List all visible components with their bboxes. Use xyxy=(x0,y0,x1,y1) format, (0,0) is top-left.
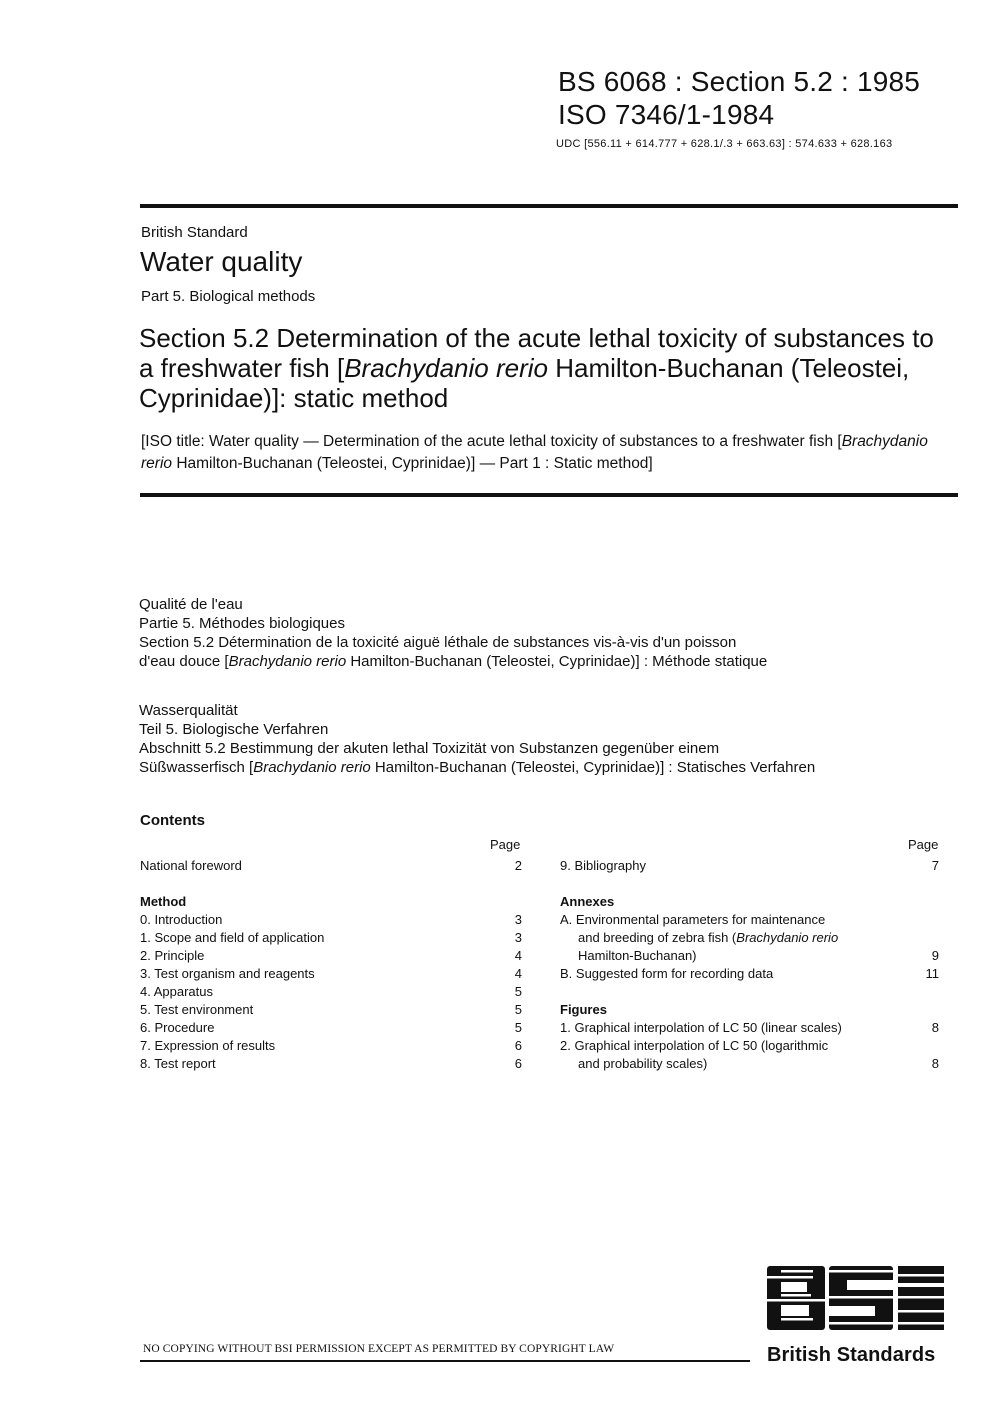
page-column-header-right: Page xyxy=(908,837,939,852)
iso-title-pre: [ISO title: Water quality — Determination of the acute lethal toxicity of substances to a freshwater fish [ xyxy=(141,433,842,450)
toc-entry[interactable]: 0. Introduction 3 xyxy=(140,912,522,927)
german-title-block xyxy=(139,701,959,777)
british-standards-wordmark: British Standards xyxy=(767,1344,936,1366)
french-line-1: Qualité de l'eau xyxy=(139,596,243,613)
toc-entry[interactable]: 3. Test organism and reagents 4 xyxy=(140,966,522,981)
french-line-3: Section 5.2 Détermination de la toxicité aiguë léthale de substances vis-à-vis d'un poisson xyxy=(139,634,737,651)
toc-entry[interactable]: 6. Procedure 5 xyxy=(140,1020,522,1035)
toc-entry-continued: and probability scales) 8 xyxy=(578,1056,939,1071)
toc-entry[interactable]: 9. Bibliography 7 xyxy=(560,858,939,873)
standard-number: BS 6068 : Section 5.2 : 1985 xyxy=(558,66,921,97)
german-line-2: Teil 5. Biologische Verfahren xyxy=(139,721,329,738)
toc-entry[interactable]: 4. Apparatus 5 xyxy=(140,984,522,999)
toc-entry[interactable]: 2. Principle 4 xyxy=(140,948,522,963)
toc-entry[interactable]: 2. Graphical interpolation of LC 50 (logarithmic xyxy=(560,1038,829,1053)
toc-entry[interactable]: 7. Expression of results 6 xyxy=(140,1038,522,1053)
french-title-block xyxy=(139,595,959,671)
toc-entry[interactable]: B. Suggested form for recording data 11 xyxy=(560,966,939,981)
iso-title-post: Hamilton-Buchanan (Teleostei, Cyprinidae)] — Part 1 : Static method] xyxy=(172,455,653,472)
footer-rule xyxy=(140,1360,750,1362)
french-line-4: d'eau douce [Brachydanio rerio Hamilton-Buchanan (Teleostei, Cyprinidae)] : Méthode statique xyxy=(139,653,768,670)
part-label: Part 5. Biological methods xyxy=(141,288,316,305)
copyright-notice: NO COPYING WITHOUT BSI PERMISSION EXCEPT AS PERMITTED BY COPYRIGHT LAW xyxy=(143,1343,615,1355)
german-species: Brachydanio rerio xyxy=(253,759,371,776)
contents-left-column xyxy=(140,857,522,1073)
toc-entry[interactable]: A. Environmental parameters for maintenance xyxy=(560,912,826,927)
iso-title xyxy=(141,431,951,475)
german-line-1: Wasserqualität xyxy=(139,702,238,719)
british-standard-label: British Standard xyxy=(141,224,248,241)
toc-entry-continued: Hamilton-Buchanan) 9 xyxy=(578,948,939,963)
section-title-post: Hamilton-Buchanan (Teleostei, Cyprinidae)]: static method xyxy=(139,353,910,413)
annexes-heading: Annexes xyxy=(560,894,615,909)
contents-heading: Contents xyxy=(140,812,205,829)
method-heading: Method xyxy=(140,894,187,909)
section-title-species: Brachydanio rerio xyxy=(344,353,548,383)
top-rule xyxy=(140,204,958,208)
page-column-header-left: Page xyxy=(490,837,521,852)
toc-entry[interactable]: 1. Graphical interpolation of LC 50 (linear scales) 8 xyxy=(560,1020,939,1035)
contents-right-column xyxy=(560,857,939,1073)
toc-entry[interactable]: 1. Scope and field of application 3 xyxy=(140,930,522,945)
toc-entry[interactable]: National foreword 2 xyxy=(140,858,522,873)
toc-entry[interactable]: 8. Test report 6 xyxy=(140,1056,522,1071)
figures-heading: Figures xyxy=(560,1002,607,1017)
iso-number: ISO 7346/1-1984 xyxy=(558,99,775,130)
bsi-logo-icon xyxy=(767,1266,944,1330)
toc-entry-continued: and breeding of zebra fish (Brachydanio rerio xyxy=(578,930,839,945)
title-bottom-rule xyxy=(140,493,958,497)
main-title: Water quality xyxy=(140,246,303,277)
german-line-3: Abschnitt 5.2 Bestimmung der akuten lethal Toxizität von Substanzen gegenüber einem xyxy=(139,740,720,757)
german-line-4: Süßwasserfisch [Brachydanio rerio Hamilton-Buchanan (Teleostei, Cyprinidae)] : Statisches Verfahren xyxy=(139,759,816,776)
iso-title-species: Brachydanio rerio xyxy=(141,433,928,472)
udc-classification: UDC [556.11 + 614.777 + 628.1/.3 + 663.63] : 574.633 + 628.163 xyxy=(556,138,893,150)
toc-entry[interactable]: 5. Test environment 5 xyxy=(140,1002,522,1017)
french-line-2: Partie 5. Méthodes biologiques xyxy=(139,615,345,632)
french-species: Brachydanio rerio xyxy=(228,653,347,670)
section-title xyxy=(139,323,939,413)
section-title-pre: Section 5.2 Determination of the acute lethal toxicity of substances to a freshwater fish [ xyxy=(139,323,934,383)
